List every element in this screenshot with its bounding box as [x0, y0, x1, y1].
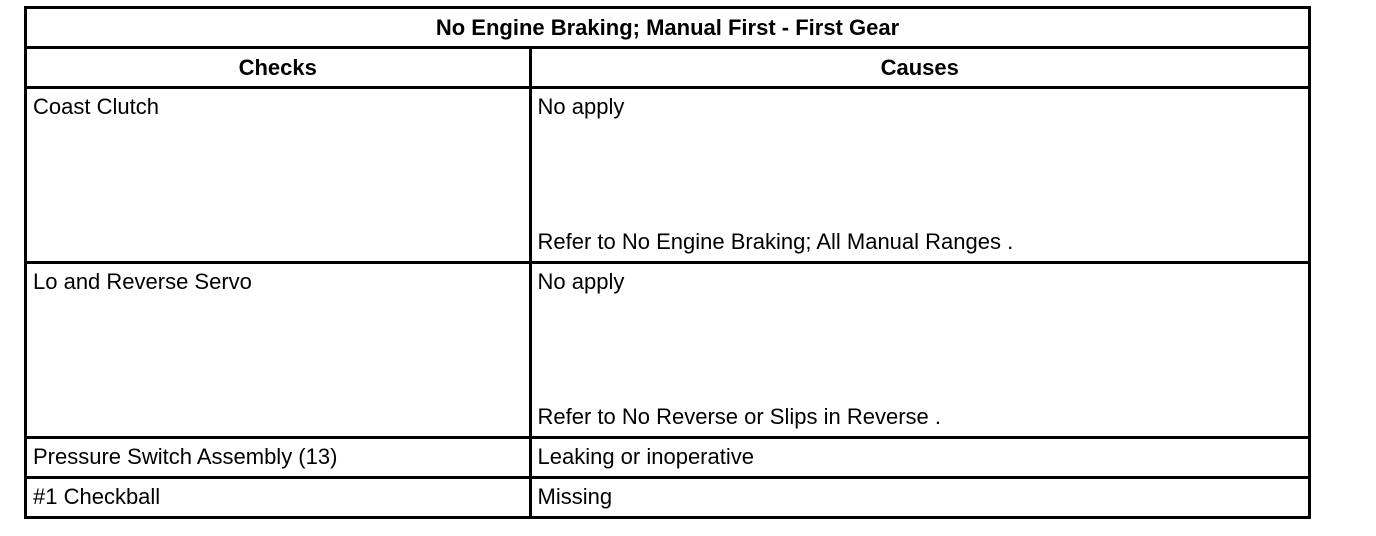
header-causes: Causes [530, 48, 1308, 88]
cause-text: No apply [537, 269, 625, 294]
cause-text: Missing [537, 484, 613, 509]
check-cell [27, 438, 530, 478]
cause-cell [530, 478, 1308, 517]
cause-cell [530, 438, 1308, 478]
table-title: No Engine Braking; Manual First - First Gear [27, 9, 1308, 48]
table-row [27, 263, 1308, 438]
check-cell [27, 263, 530, 438]
table-row [27, 438, 1308, 478]
check-cell [27, 88, 530, 263]
table-row [27, 478, 1308, 517]
cause-text: Leaking or inoperative [537, 444, 754, 469]
check-text: Pressure Switch Assembly (13) [33, 444, 338, 469]
check-text: Coast Clutch [33, 94, 159, 119]
title-row [27, 9, 1308, 48]
cause-cell [530, 263, 1308, 438]
header-checks: Checks [27, 48, 530, 88]
checks-causes-table [27, 9, 1308, 516]
diagnostic-table [24, 6, 1311, 519]
check-text: Lo and Reverse Servo [33, 269, 252, 294]
cause-text: No apply [537, 94, 625, 119]
header-row [27, 48, 1308, 88]
refer-note: Refer to No Reverse or Slips in Reverse . [537, 404, 941, 429]
check-cell [27, 478, 530, 517]
check-text: #1 Checkball [33, 484, 161, 509]
refer-note: Refer to No Engine Braking; All Manual Ranges . [537, 229, 1014, 254]
table-row [27, 88, 1308, 263]
cause-cell [530, 88, 1308, 263]
